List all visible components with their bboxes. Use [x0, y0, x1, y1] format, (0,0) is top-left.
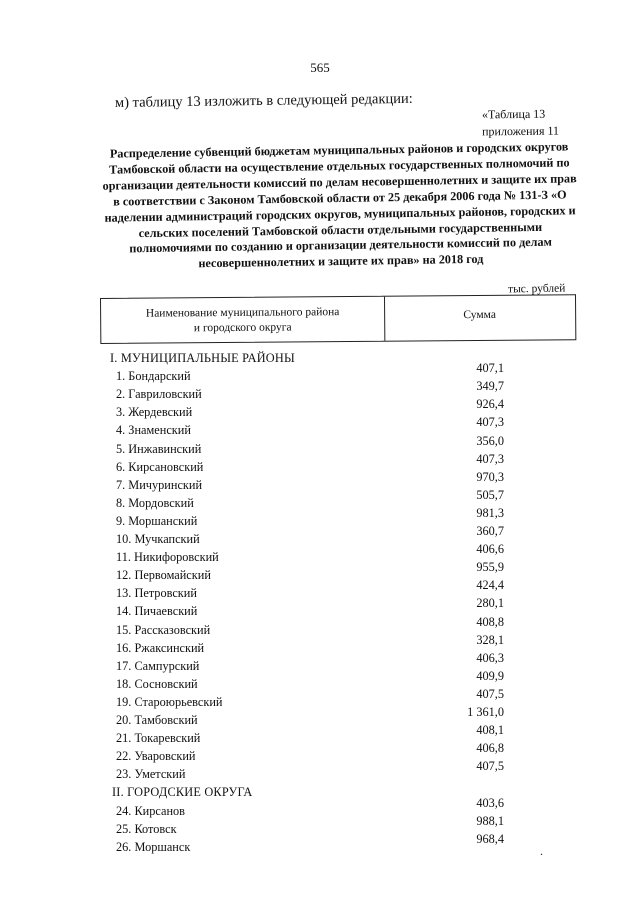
- amount-value: 328,1: [476, 632, 504, 647]
- table-row: [0, 379, 640, 405]
- amount-value: 356,0: [476, 433, 504, 448]
- table-row: [0, 487, 640, 514]
- table-row: [0, 524, 640, 550]
- table-row: [0, 759, 640, 785]
- amount-value: 407,5: [476, 686, 504, 701]
- amount-value: 407,3: [476, 415, 504, 430]
- amendment-intro: м) таблицу 13 изложить в следующей редакции:: [114, 90, 413, 111]
- table-row: [0, 451, 640, 478]
- table-row: [0, 560, 640, 586]
- amount-value: 424,4: [476, 578, 504, 593]
- table-row: [0, 542, 640, 568]
- amount-value: 360,7: [476, 524, 504, 538]
- district-name: 5. Инжавинский: [116, 441, 202, 456]
- district-name: 19. Староюрьевский: [116, 694, 223, 709]
- amount-value: 406,3: [476, 650, 504, 665]
- section-title: II. ГОРОДСКИЕ ОКРУГА: [112, 785, 253, 800]
- amount-value: 280,1: [476, 596, 504, 611]
- district-name: 21. Токаревский: [116, 731, 201, 746]
- district-name: 17. Сампурский: [116, 658, 200, 673]
- district-name: 22. Уваровский: [116, 749, 196, 764]
- trailing-mark: .: [540, 844, 543, 858]
- table-row: [0, 397, 640, 423]
- district-name: 10. Мучкапский: [116, 532, 200, 546]
- table-row: [0, 469, 640, 496]
- table-row: [0, 831, 640, 858]
- table-row: [0, 668, 640, 695]
- page-number: 565: [310, 60, 330, 75]
- district-name: 9. Моршанский: [116, 513, 198, 528]
- units-label: тыс. рублей: [507, 282, 566, 296]
- amount-value: 988,1: [476, 813, 504, 828]
- table-row: [0, 813, 640, 840]
- table-row: [0, 433, 640, 460]
- table-row: [0, 741, 640, 767]
- table-row: [0, 650, 640, 677]
- column-header-sum: Сумма: [463, 308, 496, 322]
- table-row: [0, 686, 640, 713]
- district-name: 3. Жердевский: [116, 405, 193, 420]
- table-reference-line1: «Таблица 13: [481, 106, 546, 122]
- district-name: 25. Котовск: [116, 821, 177, 836]
- table-row: [0, 361, 640, 387]
- district-name: 15. Рассказовский: [116, 622, 211, 637]
- amount-value: 408,8: [476, 614, 504, 629]
- amount-value: 349,7: [476, 379, 504, 394]
- district-name: 4. Знаменский: [116, 423, 191, 438]
- district-name: 18. Сосновский: [116, 676, 198, 691]
- amount-value: 970,3: [476, 469, 504, 484]
- amount-value: 408,1: [476, 723, 504, 738]
- district-name: 20. Тамбовский: [116, 713, 198, 727]
- district-name: 1. Бондарский: [116, 369, 191, 384]
- amount-value: 406,8: [476, 741, 504, 756]
- table-row: [0, 795, 640, 822]
- amount-value: 407,3: [476, 451, 504, 466]
- district-name: 26. Моршанск: [116, 839, 191, 854]
- column-header-name: [101, 305, 384, 337]
- table-row: [0, 614, 640, 641]
- table-row: [0, 505, 640, 532]
- amount-value: 981,3: [476, 505, 504, 520]
- table-header: [100, 294, 576, 344]
- district-name: 13. Петровский: [116, 586, 197, 601]
- column-header-name-line2: и городского округа: [193, 321, 292, 335]
- district-name: 7. Мичуринский: [116, 477, 203, 492]
- district-name: 12. Первомайский: [116, 568, 211, 583]
- amount-value: 403,6: [476, 795, 504, 810]
- district-name: 16. Ржаксинский: [116, 640, 205, 655]
- table-reference: [482, 106, 559, 141]
- district-name: 24. Кирсанов: [116, 803, 185, 818]
- district-name: 8. Мордовский: [116, 495, 194, 510]
- amount-value: 409,9: [476, 668, 504, 683]
- section-title: I. МУНИЦИПАЛЬНЫЕ РАЙОНЫ: [110, 351, 295, 365]
- district-name: 11. Никифоровский: [116, 550, 219, 565]
- table-row: [0, 415, 640, 441]
- amount-value: 505,7: [476, 487, 504, 502]
- district-name: 23. Уметский: [116, 767, 186, 782]
- amount-value: 407,5: [476, 759, 504, 774]
- amount-value: 968,4: [476, 831, 504, 846]
- amount-value: 955,9: [476, 560, 504, 575]
- table-row: [0, 578, 640, 604]
- amount-value: 1 361,0: [467, 705, 504, 719]
- table-row: [0, 705, 640, 731]
- district-name: 2. Гавриловский: [116, 387, 202, 402]
- table-row: [0, 632, 640, 659]
- column-header-name-line1: Наименование муниципального района: [145, 306, 340, 320]
- district-name: 14. Пичаевский: [116, 604, 198, 619]
- amount-value: 926,4: [476, 397, 504, 412]
- table-row: [0, 723, 640, 749]
- amount-value: 406,6: [476, 542, 504, 557]
- table-row: [0, 596, 640, 622]
- table-reference-line2: приложения 11: [482, 123, 560, 139]
- amount-value: 407,1: [476, 361, 504, 376]
- document-heading: Распределение субвенций бюджетам муниципальных районов и городских округов Тамбовской области на осуществление отдельных государственных полномочий по организации деятельности комиссий по делам несовершеннолетних и защите их прав в соответствии с Законом Тамбовской области от 25 декабря 2006 года № 131-З «О наделении администраций городских округов, муниципальных районов, городских и сельских поселений Тамбовской области отдельными государственными полномочиями по созданию и организации деятельности комиссий по делам несовершеннолетних и защите их прав» на 2018 год: [102, 139, 577, 271]
- district-name: 6. Кирсановский: [116, 459, 204, 474]
